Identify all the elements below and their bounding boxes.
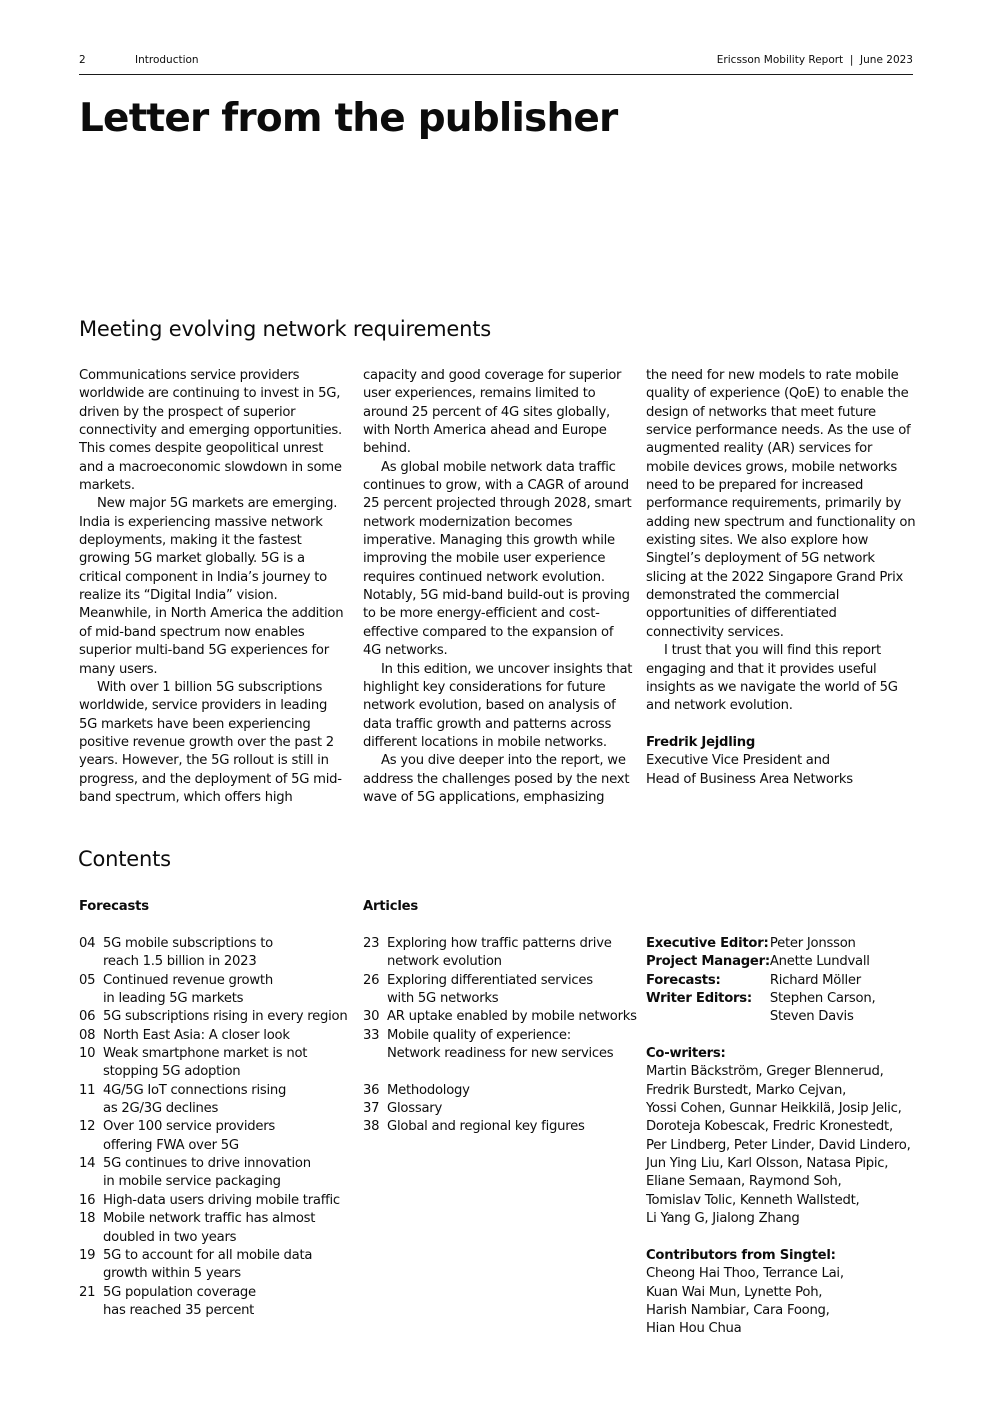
toc-title-line: AR uptake enabled by mobile networks — [387, 1009, 637, 1025]
toc-title-line: reach 1.5 billion in 2023 — [103, 954, 257, 970]
toc-entry-title — [103, 1008, 354, 1026]
toc-item — [79, 1247, 354, 1284]
toc-item — [79, 1082, 354, 1119]
toc-page-number: 12 — [79, 1119, 96, 1135]
toc-entry-title — [103, 972, 354, 1009]
signature-role: Executive Vice President and — [646, 753, 830, 769]
toc-item — [79, 1118, 354, 1155]
paragraph: Communications service providers worldwide are continuing to invest in 5G, driven by the prospect of superior connectivity and emerging opportunities. This comes despite geopolitical unrest and a macroeconomic slowdown in some markets. — [79, 368, 342, 494]
toc-title-line: Glossary — [387, 1101, 442, 1117]
toc-entry-title — [103, 1210, 354, 1247]
toc-title-line: High-data users driving mobile traffic — [103, 1192, 340, 1208]
letter-column-3 — [646, 367, 916, 789]
toc-title-line: Network readiness for new services — [387, 1046, 614, 1062]
toc-entry-title — [387, 1027, 643, 1064]
toc-page-number: 11 — [79, 1082, 96, 1098]
signature-name: Fredrik Jejdling — [646, 734, 756, 750]
paragraph: In this edition, we uncover insights that highlight key considerations for future network evolution, based on analysis of data traffic growth and patterns across different locations in mobile networks. — [363, 661, 633, 750]
toc-title-line: Continued revenue growth — [103, 972, 273, 988]
toc-title-line: as 2G/3G declines — [103, 1101, 219, 1117]
toc-entry-title — [387, 1008, 643, 1026]
toc-entry-title — [387, 935, 643, 972]
role-person: Stephen Carson, — [769, 991, 876, 1007]
role-row — [646, 1008, 875, 1026]
name-line: Hian Hou Chua — [646, 1321, 742, 1337]
toc-title-line: North East Asia: A closer look — [103, 1027, 290, 1043]
letter-heading: Meeting evolving network requirements — [79, 317, 492, 341]
role-title: Forecasts: — [646, 972, 721, 988]
role-row — [646, 935, 875, 953]
toc-title-line: growth within 5 years — [103, 1266, 241, 1282]
editor-roles — [646, 935, 875, 1027]
toc-title-line: 5G subscriptions rising in every region — [103, 1009, 348, 1025]
paragraph: the need for new models to rate mobile quality of experience (QoE) to enable the design of networks that meet future service performance needs. As the use of augmented reality (AR) services for mobile devices grows, mobile networks need to be prepared for increased performance requirements, primarily by adding new spectrum and functionality on existing sites. We also explore how Singtel’s deployment of 5G network slicing at the 2022 Singapore Grand Prix demonstrated the commercial opportunities of differentiated connectivity services. — [646, 368, 916, 640]
toc-item — [79, 1155, 354, 1192]
toc-page-number: 04 — [79, 936, 96, 951]
toc-entry-title — [387, 972, 643, 1009]
letter-column-1 — [79, 367, 349, 807]
role-person: Anette Lundvall — [769, 954, 870, 970]
role-title — [646, 1008, 770, 1026]
toc-page-number: 21 — [79, 1284, 96, 1300]
report-name: Ericsson Mobility Report | June 2023 — [716, 54, 913, 66]
page-title: Letter from the publisher — [79, 96, 618, 141]
toc-entry-title — [103, 1192, 354, 1210]
paragraph: As you dive deeper into the report, we address the challenges posed by the next wave of 5G applications, emphasizing — [363, 753, 630, 805]
toc-item — [363, 1118, 643, 1136]
paragraph: As global mobile network data traffic continues to grow, with a CAGR of around 25 percent projected through 2028, smart network modernization becomes imperative. Managing this growth while improving the mobile user experience requires continued network evolution. Notably, 5G mid-band build-out is proving to be more energy-efficient and cost-effective compared to the expansion of 4G networks. — [363, 459, 632, 659]
letter-column-2 — [363, 367, 633, 807]
toc-title-line: Methodology — [387, 1082, 470, 1098]
credits — [646, 935, 916, 1339]
role-title: Project Manager: — [646, 954, 770, 970]
articles-list — [363, 935, 643, 1063]
toc-title-line: Global and regional key figures — [387, 1119, 585, 1135]
singtel-names — [646, 1265, 916, 1338]
toc-item — [363, 1100, 643, 1118]
role-row — [646, 990, 875, 1008]
toc-item — [363, 972, 643, 1009]
toc-page-number: 14 — [79, 1156, 96, 1172]
role-row — [646, 953, 875, 971]
articles-block — [363, 935, 643, 1137]
name-line: Cheong Hai Thoo, Terrance Lai, — [646, 1266, 844, 1282]
role-person: Steven Davis — [769, 1009, 854, 1025]
toc-page-number: 26 — [363, 972, 380, 988]
toc-page-number: 36 — [363, 1082, 380, 1098]
role-title: Executive Editor: — [646, 936, 769, 951]
toc-title-line: Weak smartphone market is not — [103, 1046, 308, 1062]
contents-heading: Contents — [78, 847, 171, 871]
toc-title-line: 5G population coverage — [103, 1284, 256, 1300]
toc-item — [363, 1027, 643, 1064]
toc-entry-title — [387, 1118, 643, 1136]
toc-entry-title — [103, 1155, 354, 1192]
name-line: Harish Nambiar, Cara Foong, — [646, 1302, 830, 1318]
name-line: Fredrik Burstedt, Marko Cejvan, — [646, 1082, 847, 1098]
paragraph: With over 1 billion 5G subscriptions worldwide, service providers in leading 5G markets have been experiencing positive revenue growth over the past 2 years. However, the 5G rollout is still in progress, and the deployment of 5G mid-band spectrum, which offers high — [79, 679, 342, 805]
toc-title-line: Mobile network traffic has almost — [103, 1211, 316, 1227]
toc-title-line: 5G to account for all mobile data — [103, 1247, 313, 1263]
signature-role: Head of Business Area Networks — [646, 771, 853, 787]
toc-entry-title — [103, 1027, 354, 1045]
appendix-list — [363, 1082, 643, 1137]
toc-item — [363, 935, 643, 972]
name-line: Li Yang G, Jialong Zhang — [646, 1211, 800, 1227]
toc-item — [79, 1008, 354, 1026]
toc-page-number: 06 — [79, 1009, 96, 1025]
name-line: Doroteja Kobescak, Fredric Kronestedt, — [646, 1119, 893, 1135]
cowriters-names — [646, 1063, 916, 1228]
toc-entry-title — [387, 1082, 643, 1100]
toc-item — [79, 935, 354, 972]
toc-page-number: 23 — [363, 936, 380, 951]
toc-item — [79, 1045, 354, 1082]
toc-page-number: 30 — [363, 1009, 380, 1025]
toc-title-line: with 5G networks — [387, 991, 499, 1007]
name-line: Martin Bäckström, Greger Blennerud, — [646, 1064, 884, 1080]
toc-page-number: 33 — [363, 1027, 380, 1043]
toc-item — [79, 972, 354, 1009]
toc-item — [79, 1210, 354, 1247]
name-line: Yossi Cohen, Gunnar Heikkilä, Josip Jelic, — [646, 1101, 902, 1117]
paragraph: capacity and good coverage for superior user experiences, remains limited to around 25 percent of 4G sites globally, with North America ahead and Europe behind. — [363, 368, 622, 457]
toc-title-line: Mobile quality of experience: — [387, 1027, 571, 1043]
toc-page-number: 37 — [363, 1101, 380, 1117]
toc-item — [79, 1027, 354, 1045]
section-name: Introduction — [135, 54, 199, 66]
forecasts-label: Forecasts — [79, 899, 149, 914]
toc-title-line: stopping 5G adoption — [103, 1064, 241, 1080]
cowriters-label: Co-writers: — [646, 1046, 726, 1062]
toc-title-line: doubled in two years — [103, 1229, 237, 1245]
toc-item — [79, 1284, 354, 1321]
toc-page-number: 18 — [79, 1211, 96, 1227]
toc-title-line: Over 100 service providers — [103, 1119, 276, 1135]
toc-page-number: 05 — [79, 972, 96, 988]
toc-item — [363, 1082, 643, 1100]
toc-page-number: 10 — [79, 1046, 96, 1062]
paragraph: New major 5G markets are emerging. India is experiencing massive network deployments, making it the fastest growing 5G market globally. 5G is a critical component in India’s journey to realize its “Digital India” vision. Meanwhile, in North America the addition of mid-band spectrum now enables superior multi-band 5G experiences for many users. — [79, 496, 344, 677]
toc-title-line: network evolution — [387, 954, 502, 970]
articles-label: Articles — [363, 899, 419, 914]
toc-entry-title — [103, 1045, 354, 1082]
toc-page-number: 16 — [79, 1192, 96, 1208]
toc-entry-title — [103, 1284, 354, 1321]
toc-title-line: in mobile service packaging — [103, 1174, 281, 1190]
toc-title-line: 5G mobile subscriptions to — [103, 936, 273, 951]
name-line: Tomislav Tolic, Kenneth Wallstedt, — [646, 1192, 860, 1208]
toc-entry-title — [387, 1100, 643, 1118]
toc-title-line: Exploring how traffic patterns drive — [387, 936, 612, 951]
toc-entry-title — [103, 1082, 354, 1119]
toc-title-line: offering FWA over 5G — [103, 1137, 239, 1153]
toc-title-line: in leading 5G markets — [103, 991, 244, 1007]
role-person: Peter Jonsson — [769, 936, 856, 951]
toc-entry-title — [103, 1118, 354, 1155]
role-title: Writer Editors: — [646, 991, 752, 1007]
toc-entry-title — [103, 935, 354, 972]
toc-page-number: 38 — [363, 1119, 380, 1135]
toc-item — [79, 1192, 354, 1210]
toc-item — [363, 1008, 643, 1026]
toc-title-line: has reached 35 percent — [103, 1302, 255, 1318]
page-number: 2 — [79, 54, 86, 66]
toc-page-number: 19 — [79, 1247, 96, 1263]
running-header — [79, 52, 913, 75]
forecasts-list — [79, 935, 354, 1320]
name-line: Jun Ying Liu, Karl Olsson, Natasa Pipic, — [646, 1156, 889, 1172]
toc-title-line: 4G/5G IoT connections rising — [103, 1082, 287, 1098]
toc-page-number: 08 — [79, 1027, 96, 1043]
toc-title-line: 5G continues to drive innovation — [103, 1156, 311, 1172]
role-person: Richard Möller — [769, 972, 861, 988]
name-line: Per Lindberg, Peter Linder, David Lindero, — [646, 1137, 911, 1153]
singtel-label: Contributors from Singtel: — [646, 1247, 836, 1263]
toc-entry-title — [103, 1247, 354, 1284]
paragraph: I trust that you will find this report engaging and that it provides useful insights as we navigate the world of 5G and network evolution. — [646, 643, 898, 714]
name-line: Kuan Wai Mun, Lynette Poh, — [646, 1284, 823, 1300]
role-row — [646, 972, 875, 990]
name-line: Eliane Semaan, Raymond Soh, — [646, 1174, 842, 1190]
toc-title-line: Exploring differentiated services — [387, 972, 593, 988]
